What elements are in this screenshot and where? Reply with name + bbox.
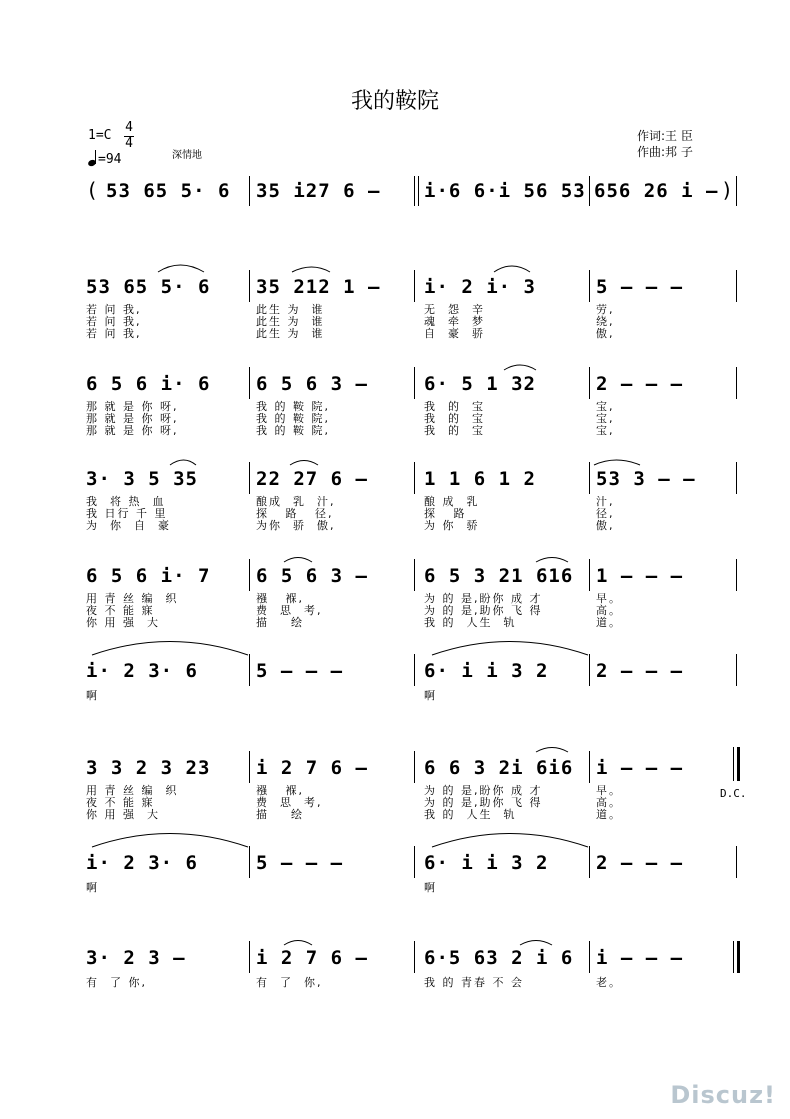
measure: i – – – (596, 757, 684, 779)
measure: 6 6 3 2i 6i6 (424, 757, 574, 779)
slur (432, 834, 588, 848)
lyric: 为 的 是,盼你 成 才 (424, 592, 543, 605)
lyric: 傲, (596, 327, 615, 340)
lyric: 襁 褓, (256, 592, 304, 605)
composer-credit: 作曲:邦 子 (637, 145, 693, 159)
barline (589, 176, 590, 206)
barline (589, 846, 590, 878)
barline (249, 654, 250, 686)
slur (292, 267, 330, 272)
barline (414, 176, 415, 206)
measure: 1 – – – (596, 565, 684, 587)
barline (589, 559, 590, 591)
measure: i· 2 3· 6 (86, 660, 198, 682)
lyric: 有 了 你, (256, 976, 323, 989)
lyric: 此生 为 谁 (256, 315, 325, 328)
measure: i· 2 3· 6 (86, 852, 198, 874)
lyric: 宝, (596, 424, 615, 437)
barline (249, 941, 250, 973)
intro-measure: 35 i27 6 – (256, 180, 381, 202)
intro-measure: 656 26 i – (594, 180, 719, 202)
barline (736, 846, 737, 878)
measure: 6 5 6 i· 6 (86, 373, 211, 395)
slur (284, 941, 312, 946)
lyric: 酿 成 乳 (424, 495, 480, 508)
lyric: 夜 不 能 寐 (86, 604, 155, 617)
lyric: 我 的 人生 轨 (424, 808, 517, 821)
measure: i 2 7 6 – (256, 947, 368, 969)
lyric: 我 的 宝 (424, 412, 485, 425)
lyric: 为 的 是,助你 飞 得 (424, 796, 543, 809)
lyric: 我 的 鞍 院, (256, 424, 330, 437)
final-barline (737, 941, 740, 973)
barline (249, 751, 250, 783)
tempo-value: =94 (98, 152, 122, 167)
expression-marking: 深情地 (172, 150, 202, 161)
barline (414, 751, 415, 783)
intro-open-paren: ( (86, 178, 99, 202)
lyric: 费 思 考, (256, 796, 323, 809)
measure: 5 – – – (256, 660, 344, 682)
lyric: 老。 (596, 976, 622, 989)
barline (589, 941, 590, 973)
measure: 5 – – – (596, 276, 684, 298)
lyric: 费 思 考, (256, 604, 323, 617)
barline (733, 747, 734, 781)
measure: 6· i i 3 2 (424, 660, 549, 682)
lyric: 魂 牵 梦 (424, 315, 485, 328)
measure: 6· i i 3 2 (424, 852, 549, 874)
lyric: 为 的 是,盼你 成 才 (424, 784, 543, 797)
barline (414, 559, 415, 591)
lyric: 若 问 我, (86, 303, 142, 316)
lyric: 有 了 你, (86, 976, 147, 989)
lyric: 我 日行 千 里 (86, 507, 168, 520)
slur (504, 365, 536, 370)
barline (736, 559, 737, 591)
quarter-note-icon (88, 150, 98, 166)
slur (432, 642, 588, 656)
barline (589, 462, 590, 494)
barline (414, 270, 415, 302)
lyric: 为 的 是,助你 飞 得 (424, 604, 543, 617)
lyric: 探 路 径, (256, 507, 334, 520)
lyric: 绕, (596, 315, 615, 328)
slur (494, 266, 530, 272)
barline (414, 941, 415, 973)
barline (249, 846, 250, 878)
measure: 6·5 63 2 i 6 (424, 947, 574, 969)
lyric: 为你 骄 傲, (256, 519, 336, 532)
lyric: 傲, (596, 519, 615, 532)
meter-top: 4 (125, 120, 133, 135)
barline (249, 176, 250, 206)
lyric: 早。 (596, 592, 622, 605)
measure: 6 5 6 i· 7 (86, 565, 211, 587)
intro-measure: i·6 6·i 56 53 (424, 180, 586, 202)
measure: 2 – – – (596, 852, 684, 874)
lyric: 我 的 鞍 院, (256, 400, 330, 413)
lyric: 夜 不 能 寐 (86, 796, 155, 809)
barline (414, 654, 415, 686)
measure: 53 3 – – (596, 468, 696, 490)
intro-measure: 53 65 5· 6 (106, 180, 231, 202)
barline (589, 751, 590, 783)
measure: 22 27 6 – (256, 468, 368, 490)
lyric: 描 绘 (256, 616, 304, 629)
time-signature (124, 121, 134, 151)
lyric: 我 的 宝 (424, 424, 485, 437)
barline (736, 654, 737, 686)
slur (536, 748, 568, 753)
measure: i· 2 i· 3 (424, 276, 536, 298)
lyric: 汁, (596, 495, 615, 508)
barline (249, 270, 250, 302)
measure: 6 5 3 21 616 (424, 565, 574, 587)
lyric: 我 的 青春 不 会 (424, 976, 524, 989)
measure: 2 – – – (596, 660, 684, 682)
lyric: 那 就 是 你 呀, (86, 400, 179, 413)
lyric: 自 豪 骄 (424, 327, 485, 340)
barline (736, 270, 737, 302)
measure: 1 1 6 1 2 (424, 468, 536, 490)
lyric: 若 问 我, (86, 327, 142, 340)
lyric: 酿成 乳 汁, (256, 495, 336, 508)
lyric: 早。 (596, 784, 622, 797)
slur (594, 460, 640, 465)
lyric: 劳, (596, 303, 615, 316)
measure: 6 5 6 3 – (256, 373, 368, 395)
barline (736, 462, 737, 494)
lyric: 用 青 丝 编 织 (86, 784, 179, 797)
barline (589, 270, 590, 302)
slur (170, 460, 196, 465)
intro-close-paren: ) (721, 178, 734, 202)
lyric: 此生 为 谁 (256, 303, 325, 316)
lyric: 啊 (86, 881, 99, 894)
lyric: 若 问 我, (86, 315, 142, 328)
lyric: 你 用 强 大 (86, 616, 160, 629)
barline (733, 941, 734, 973)
lyric: 探 路 (424, 507, 467, 520)
measure: 35 212 1 – (256, 276, 381, 298)
measure: 3· 3 5 35 (86, 468, 198, 490)
lyric: 描 绘 (256, 808, 304, 821)
lyric: 啊 (424, 689, 437, 702)
lyric: 高。 (596, 796, 622, 809)
barline (249, 462, 250, 494)
slur (290, 461, 318, 466)
barline (589, 654, 590, 686)
barline (249, 367, 250, 399)
lyric: 那 就 是 你 呀, (86, 412, 179, 425)
key-signature: 1=C (88, 128, 112, 143)
lyric: 我 的 人生 轨 (424, 616, 517, 629)
meter-bottom: 4 (125, 136, 133, 151)
lyric: 宝, (596, 400, 615, 413)
barline (736, 367, 737, 399)
measure: 3 3 2 3 23 (86, 757, 211, 779)
barline (736, 176, 737, 206)
lyric: 此生 为 谁 (256, 327, 325, 340)
slur (536, 558, 568, 563)
measure: i 2 7 6 – (256, 757, 368, 779)
slur (520, 941, 552, 946)
lyric: 道。 (596, 808, 622, 821)
barline (414, 367, 415, 399)
lyric: 无 怨 辛 (424, 303, 485, 316)
lyric: 径, (596, 507, 615, 520)
lyric: 我 的 宝 (424, 400, 485, 413)
lyric: 为 你 骄 (424, 519, 480, 532)
measure: 6· 5 1 32 (424, 373, 536, 395)
song-title: 我的鞍院 (350, 89, 439, 114)
measure: 5 – – – (256, 852, 344, 874)
lyric: 道。 (596, 616, 622, 629)
barline (414, 462, 415, 494)
barline (414, 846, 415, 878)
measure: 6 5 6 3 – (256, 565, 368, 587)
lyric: 那 就 是 你 呀, (86, 424, 179, 437)
dc-marking: D.C. (720, 787, 747, 800)
lyric: 为 你 自 豪 (86, 519, 171, 532)
lyric: 你 用 强 大 (86, 808, 160, 821)
slur (92, 834, 248, 848)
tempo-marking (88, 150, 121, 167)
measure: i – – – (596, 947, 684, 969)
barline (589, 367, 590, 399)
credits (637, 128, 693, 160)
measure: 53 65 5· 6 (86, 276, 211, 298)
discuz-watermark: Discuz! (670, 1081, 776, 1109)
slur (92, 642, 248, 656)
lyric: 啊 (86, 689, 99, 702)
lyric: 啊 (424, 881, 437, 894)
barline (418, 176, 419, 206)
lyric: 用 青 丝 编 织 (86, 592, 179, 605)
lyric: 我 将 热 血 (86, 495, 166, 508)
slur (158, 265, 204, 272)
barline (249, 559, 250, 591)
lyricist-credit: 作词:王 臣 (637, 129, 693, 143)
lyric: 襁 褓, (256, 784, 304, 797)
measure: 3· 2 3 – (86, 947, 186, 969)
lyric: 宝, (596, 412, 615, 425)
final-barline (737, 747, 740, 781)
slur (284, 558, 312, 563)
measure: 2 – – – (596, 373, 684, 395)
lyric: 我 的 鞍 院, (256, 412, 330, 425)
lyric: 高。 (596, 604, 622, 617)
